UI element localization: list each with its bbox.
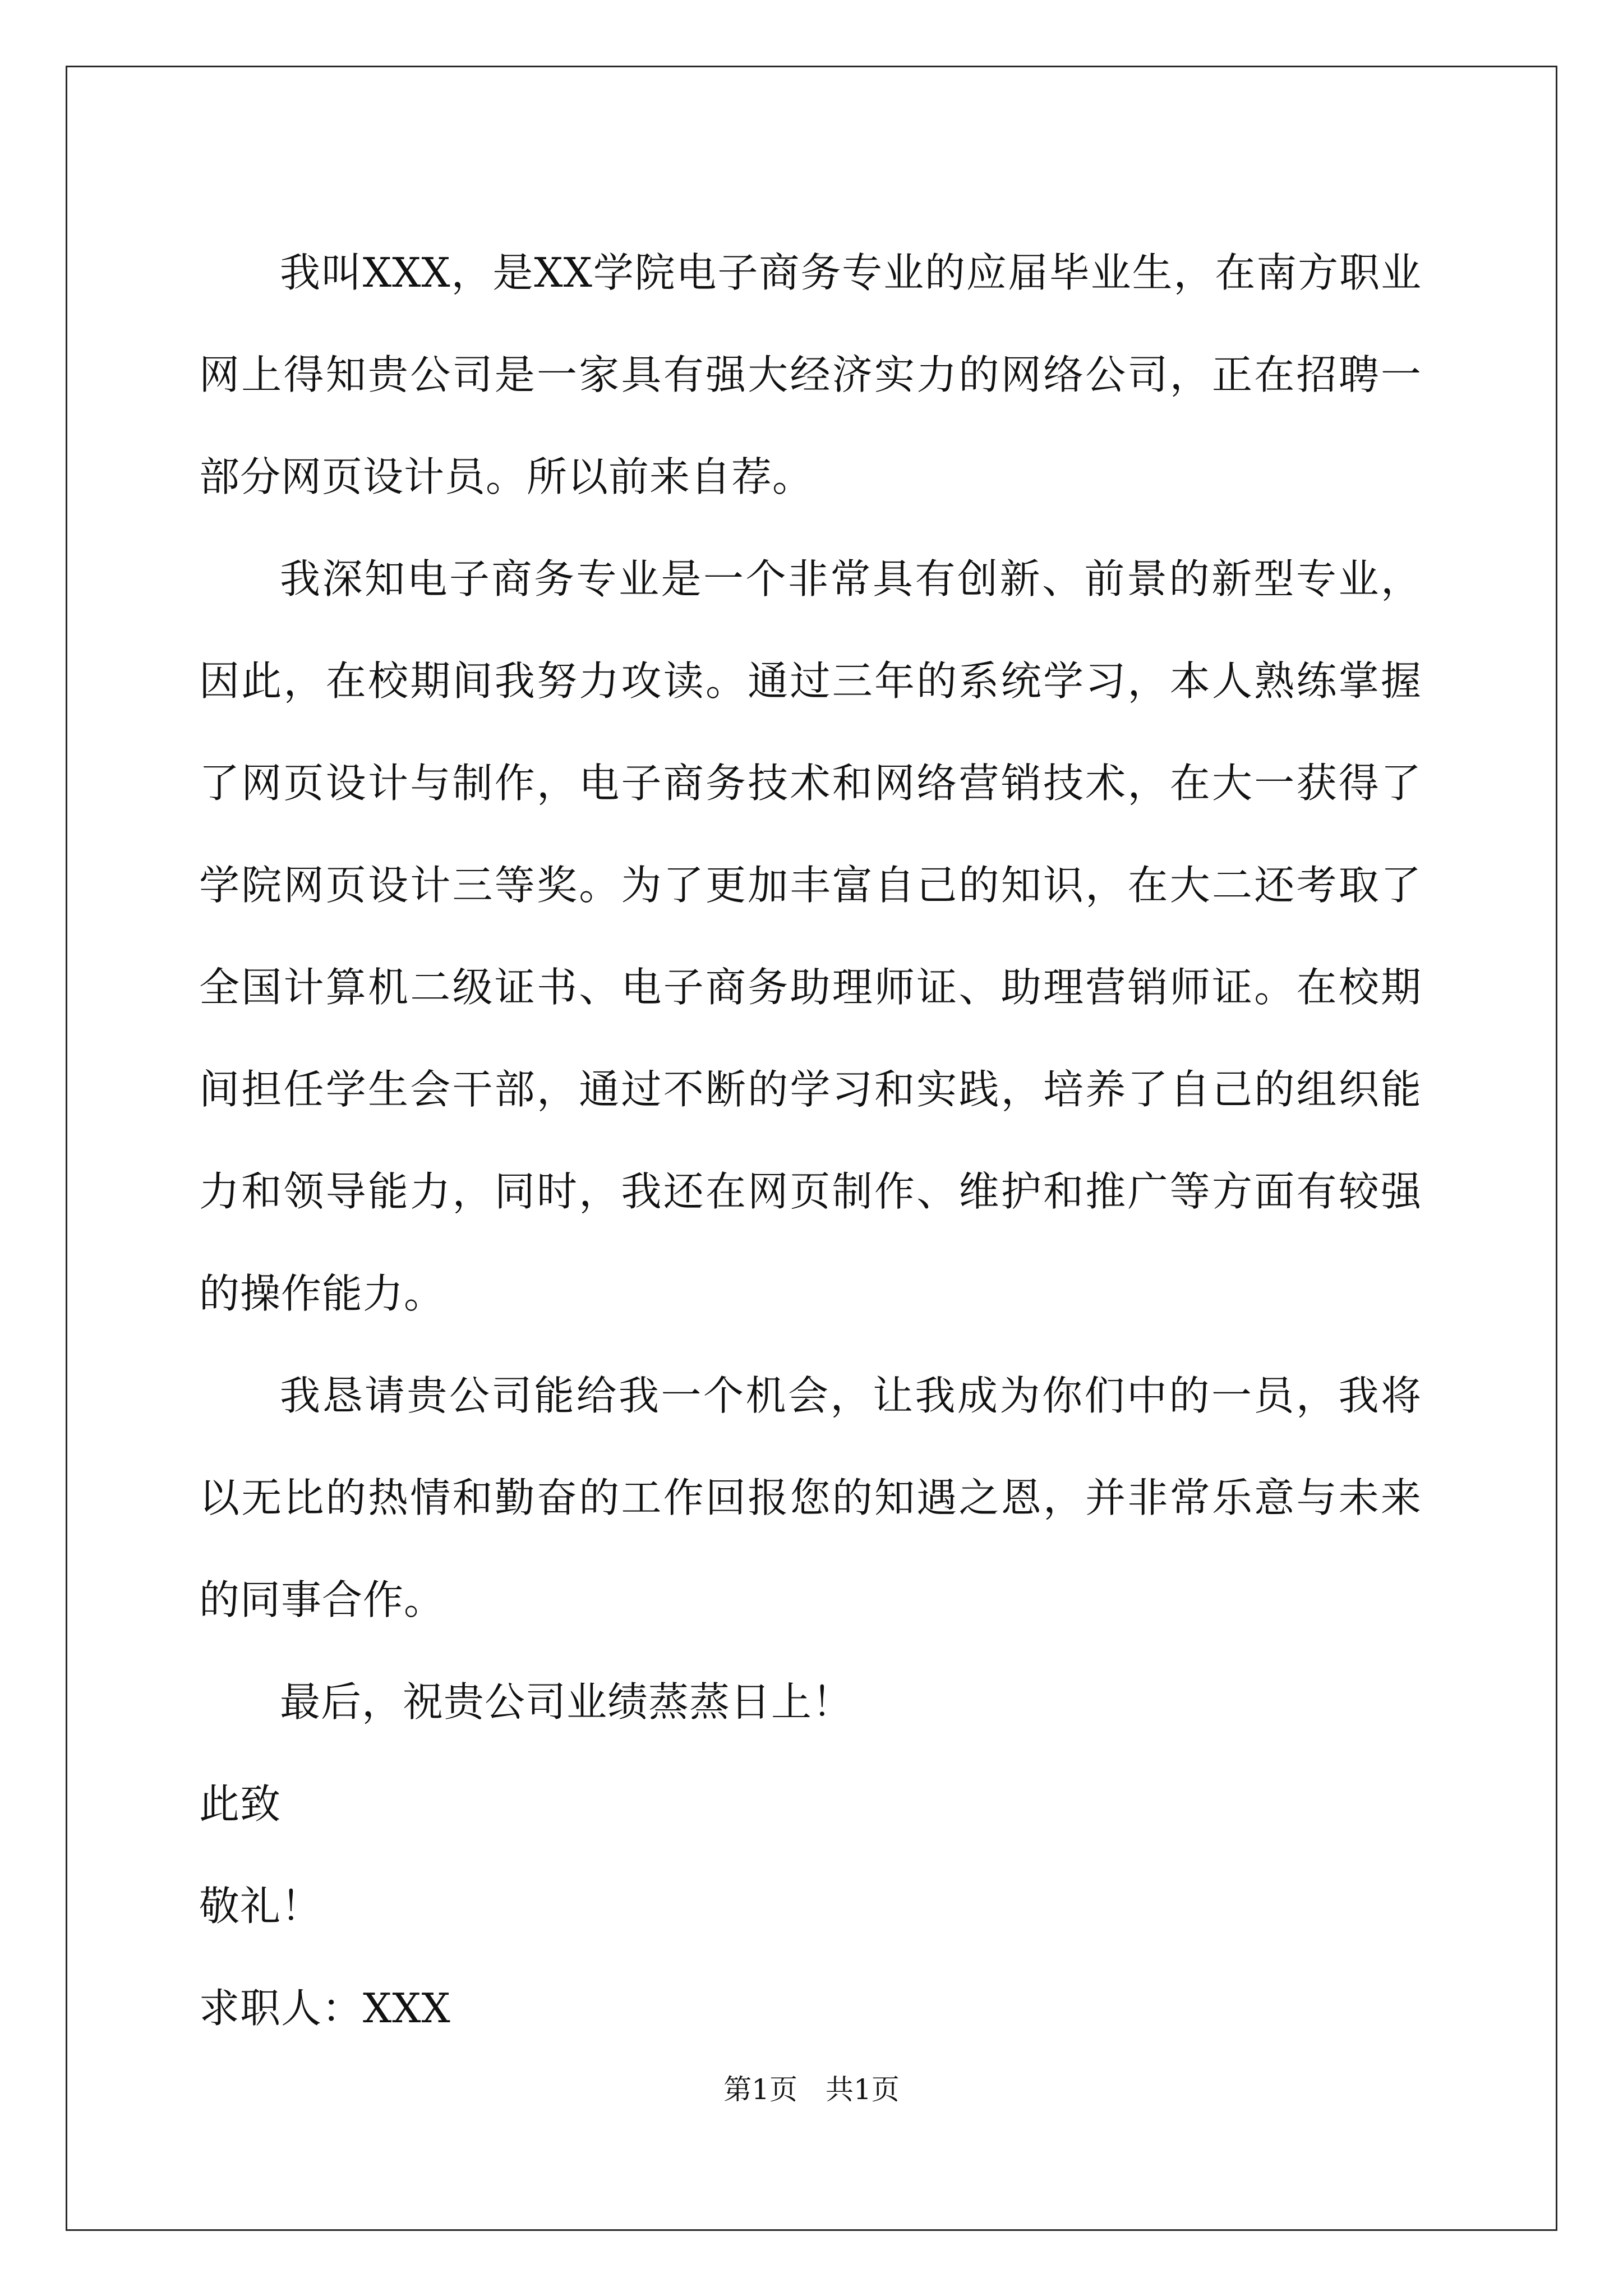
closing-line: 此致	[199, 1780, 282, 1828]
letter-body	[199, 222, 1422, 2059]
signature-line: 求职人：XXX	[199, 1985, 451, 2032]
salutation-line: 敬礼！	[199, 1883, 322, 1930]
paragraph-wishes: 最后，祝贵公司业绩蒸蒸日上！	[280, 1678, 854, 1726]
paragraph-request: 我恳请贵公司能给我一个机会，让我成为你们中的一员，我将以无比的热情和勤奋的工作回报您的知遇之恩，并非常乐意与未来的同事合作。	[199, 1372, 1422, 1623]
paragraph-qualifications: 我深知电子商务专业是一个非常具有创新、前景的新型专业，因此，在校期间我努力攻读。通过三年的系统学习，本人熟练掌握了网页设计与制作，电子商务技术和网络营销技术，在大一获得了学院网页设计三等奖。为了更加丰富自己的知识，在大二还考取了全国计算机二级证书、电子商务助理师证、助理营销师证。在校期间担任学生会干部，通过不断的学习和实践，培养了自己的组织能力和领导能力，同时，我还在网页制作、维护和推广等方面有较强的操作能力。	[199, 555, 1422, 1317]
paragraph-introduction: 我叫XXX，是XX学院电子商务专业的应届毕业生，在南方职业网上得知贵公司是一家具有强大经济实力的网络公司，正在招聘一部分网页设计员。所以前来自荐。	[199, 249, 1422, 500]
page-number-footer: 第1页 共1页	[723, 2073, 900, 2106]
